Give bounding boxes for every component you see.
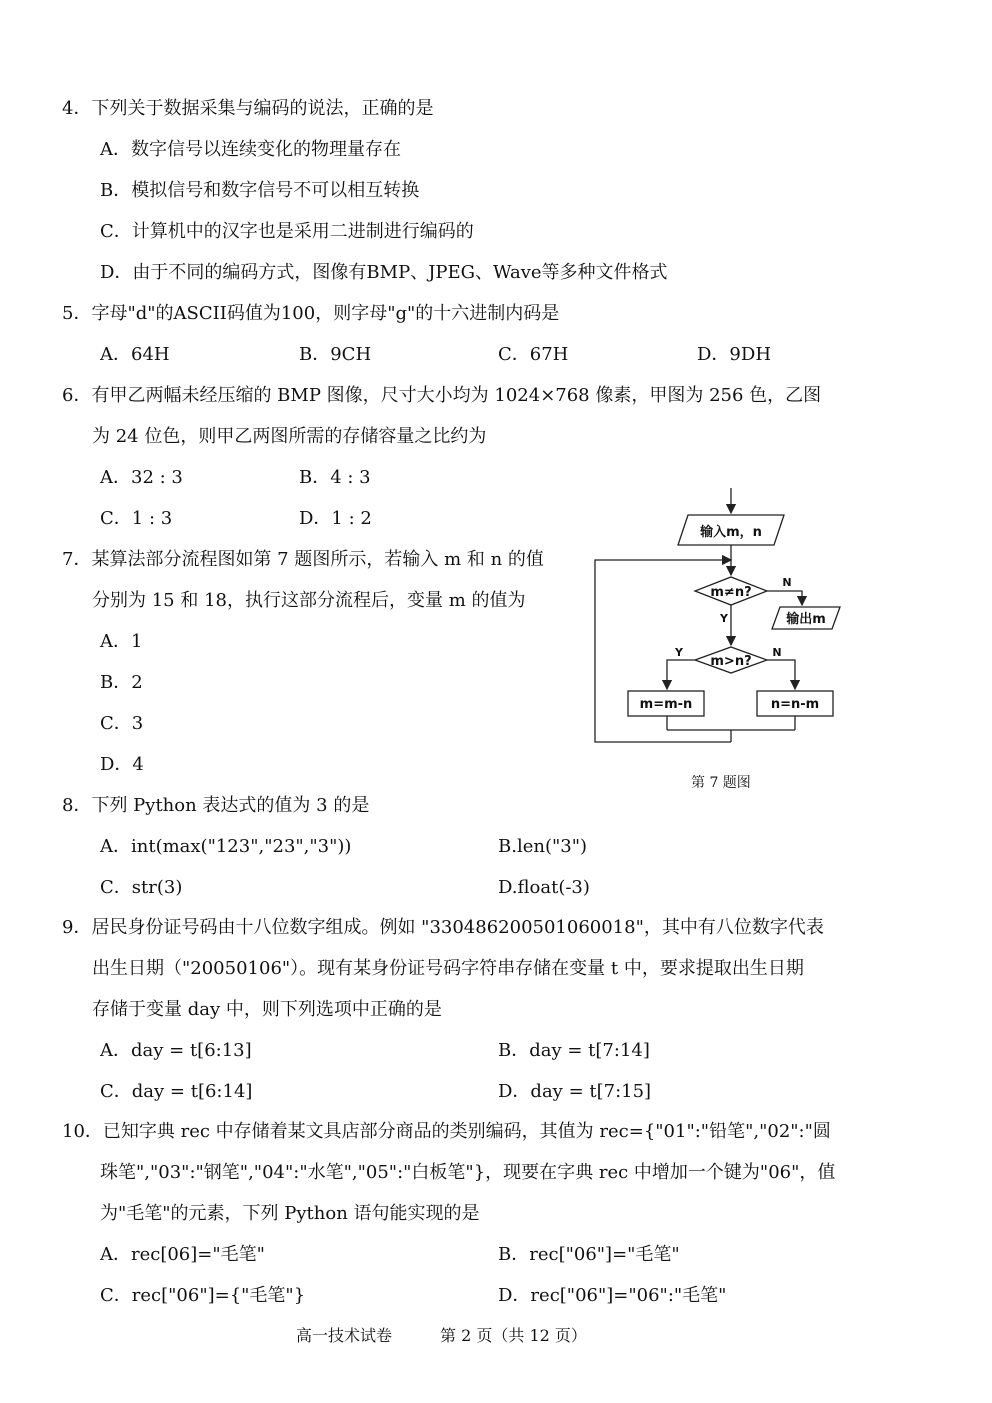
q9-option-b: B．day = t[7:14]	[498, 1040, 650, 1061]
q4-option-b: B．模拟信号和数字信号不可以相互转换	[100, 180, 420, 201]
q6-option-a: A．32 : 3	[100, 467, 183, 488]
flow-arrow-cond2-no	[767, 660, 795, 689]
q10-option-a: A．rec[06]="毛笔"	[100, 1244, 265, 1265]
q4-option-d: D．由于不同的编码方式，图像有BMP、JPEG、Wave等多种文件格式	[100, 262, 668, 283]
q5-option-b: B．9CH	[299, 344, 372, 365]
q9-stem-line-3: 存储于变量 day 中，则下列选项中正确的是	[92, 999, 442, 1020]
q5-option-c: C．67H	[498, 344, 569, 365]
q5-stem: 5．字母"d"的ASCII码值为100，则字母"g"的十六进制内码是	[62, 303, 560, 324]
flow-process-n-text: n=n-m	[770, 697, 820, 712]
q8-option-a: A．int(max("123","23","3"))	[100, 836, 352, 857]
q5-option-a: A．64H	[100, 344, 170, 365]
q4-option-a: A．数字信号以连续变化的物理量存在	[100, 139, 401, 160]
q7-option-d: D．4	[100, 754, 144, 775]
q9-stem-line-2: 出生日期（"20050106"）。现有某身份证号码字符串存储在变量 t 中，要求提取出生日期	[92, 958, 804, 979]
footer-exam-title: 高一技术试卷	[296, 1326, 393, 1345]
flow-cond1-text: m≠n?	[710, 585, 752, 600]
q10-stem-line-1: 10．已知字典 rec 中存储着某文具店部分商品的类别编码，其值为 rec={"01":"铅笔","02":"圆	[62, 1121, 831, 1142]
q10-option-b: B．rec["06"]="毛笔"	[498, 1244, 680, 1265]
flow-arrow-no	[767, 591, 802, 605]
flow-label-n2: N	[772, 646, 782, 659]
flow-output-text: 输出m	[786, 612, 826, 627]
flow-input-text: 输入m，n	[700, 525, 762, 540]
q6-stem-line-1: 6．有甲乙两幅未经压缩的 BMP 图像，尺寸大小均为 1024×768 像素，甲图为 256 色，乙图	[62, 385, 822, 406]
q6-option-c: C．1 : 3	[100, 508, 173, 529]
q6-option-d: D．1 : 2	[299, 508, 372, 529]
q4-stem: 4．下列关于数据采集与编码的说法，正确的是	[62, 98, 434, 119]
q9-option-d: D．day = t[7:15]	[498, 1081, 652, 1102]
footer-page-number: 第 2 页（共 12 页）	[440, 1326, 587, 1345]
q10-stem-line-2: 珠笔","03":"钢笔","04":"水笔","05":"白板笔"}，现要在字典 rec 中增加一个键为"06"，值	[100, 1162, 836, 1183]
q6-option-b: B．4 : 3	[299, 467, 371, 488]
flow-process-m-text: m=m-n	[639, 697, 693, 712]
q9-option-c: C．day = t[6:14]	[100, 1081, 253, 1102]
q4-option-c: C．计算机中的汉字也是采用二进制进行编码的	[100, 221, 474, 242]
q8-option-c: C．str(3)	[100, 877, 183, 898]
q10-stem-line-3: 为"毛笔"的元素，下列 Python 语句能实现的是	[100, 1203, 480, 1224]
q7-option-b: B．2	[100, 672, 143, 693]
q9-option-a: A．day = t[6:13]	[100, 1040, 252, 1061]
q8-option-d: D.float(-3)	[498, 877, 590, 898]
q7-option-a: A．1	[100, 631, 143, 652]
flow-arrow-cond2-yes	[667, 660, 695, 689]
flow-label-y1: Y	[720, 612, 728, 625]
q7-stem-line-2: 分别为 15 和 18，执行这部分流程后，变量 m 的值为	[92, 590, 526, 611]
q8-stem: 8．下列 Python 表达式的值为 3 的是	[62, 795, 370, 816]
q5-option-d: D．9DH	[697, 344, 772, 365]
q9-stem-line-1: 9．居民身份证号码由十八位数字组成。例如 "330486200501060018"，其中有八位数字代表	[62, 917, 824, 938]
q7-figure-caption: 第 7 题图	[691, 775, 751, 791]
flow-cond2-text: m>n?	[710, 654, 752, 669]
q7-stem-line-1: 7．某算法部分流程图如第 7 题图所示，若输入 m 和 n 的值	[62, 549, 544, 570]
flow-label-n1: N	[782, 576, 792, 589]
flow-label-y2: Y	[675, 646, 683, 659]
q8-option-b: B.len("3")	[498, 836, 588, 857]
q7-option-c: C．3	[100, 713, 144, 734]
q10-option-c: C．rec["06"]={"毛笔"}	[100, 1285, 306, 1306]
q10-option-d: D．rec["06"]="06":"毛笔"	[498, 1285, 727, 1306]
q6-stem-line-2: 为 24 位色，则甲乙两图所需的存储容量之比约为	[92, 426, 487, 447]
